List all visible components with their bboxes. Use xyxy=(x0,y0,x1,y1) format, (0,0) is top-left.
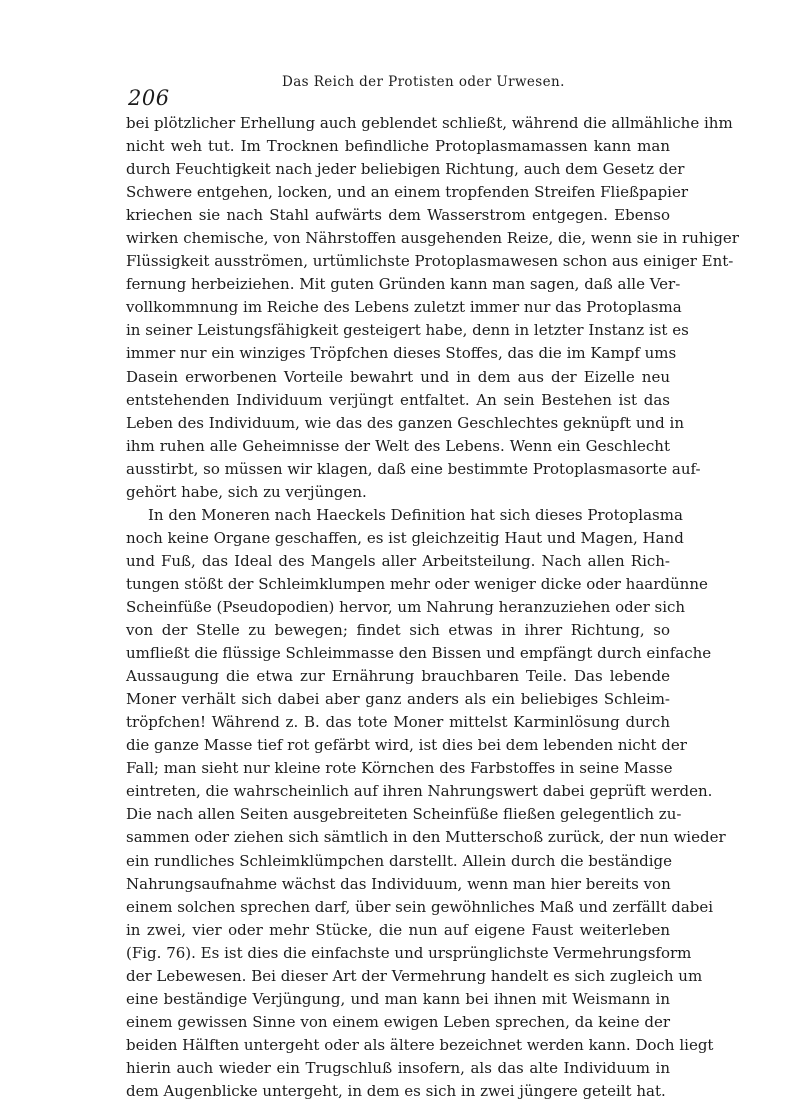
text-line: In den Moneren nach Haeckels Definition hat sich dieses Protoplasma xyxy=(148,505,683,524)
body-text xyxy=(126,112,739,1103)
text-line: ausstirbt, so müssen wir klagen, daß eine bestimmte Protoplasmasorte auf- xyxy=(126,459,701,478)
text-line: noch keine Organe geschaffen, es ist gleichzeitig Haut und Magen, Hand xyxy=(126,528,684,547)
text-line: vollkommnung im Reiche des Lebens zuletzt immer nur das Protoplasma xyxy=(126,298,682,317)
text-line: von der Stelle zu bewegen; findet sich etwas in ihrer Richtung, so xyxy=(126,621,670,640)
text-line: entstehenden Individuum verjüngt entfaltet. An sein Bestehen ist das xyxy=(126,390,670,409)
text-line: ein rundliches Schleimklümpchen darstellt. Allein durch die beständige xyxy=(126,851,672,870)
text-line: dem Augenblicke untergeht, in dem es sich in zwei jüngere geteilt hat. xyxy=(126,1081,666,1100)
paragraph xyxy=(126,112,739,504)
text-line: Dasein erworbenen Vorteile bewahrt und in dem aus der Eizelle neu xyxy=(126,367,670,386)
text-line: eine beständige Verjüngung, und man kann bei ihnen mit Weismann in xyxy=(126,989,670,1008)
text-line: sammen oder ziehen sich sämtlich in den Mutterschoß zurück, der nun wieder xyxy=(126,828,726,847)
text-line: Fall; man sieht nur kleine rote Körnchen des Farbstoffes in seine Masse xyxy=(126,759,673,778)
text-line: Leben des Individuum, wie das des ganzen Geschlechtes geknüpft und in xyxy=(126,413,684,432)
text-line: durch Feuchtigkeit nach jeder beliebigen Richtung, auch dem Gesetz der xyxy=(126,160,685,179)
page-number: 206 xyxy=(128,86,170,110)
text-line: die ganze Masse tief rot gefärbt wird, ist dies bei dem lebenden nicht der xyxy=(126,736,687,755)
text-line: bei plötzlicher Erhellung auch geblendet schließt, während die allmähliche ihm xyxy=(126,114,733,132)
text-line: Schwere entgehen, locken, und an einem tropfenden Streifen Fließpapier xyxy=(126,183,689,202)
text-line: fernung herbeiziehen. Mit guten Gründen kann man sagen, daß alle Ver- xyxy=(126,275,681,294)
text-line: Scheinfüße (Pseudopodien) hervor, um Nahrung heranzuziehen oder sich xyxy=(126,597,686,616)
text-line: kriechen sie nach Stahl aufwärts dem Wasserstrom entgegen. Ebenso xyxy=(126,206,670,225)
text-line: immer nur ein winziges Tröpfchen dieses Stoffes, das die im Kampf ums xyxy=(126,344,677,363)
text-line: tungen stößt der Schleimklumpen mehr oder weniger dicke oder haardünne xyxy=(126,574,708,593)
text-line: (Fig. 76). Es ist dies die einfachste und ursprünglichste Vermehrungsform xyxy=(126,943,692,962)
text-line: eintreten, die wahrscheinlich auf ihren Nahrungswert dabei geprüft werden. xyxy=(126,782,713,801)
text-line: Die nach allen Seiten ausgebreiteten Scheinfüße fließen gelegentlich zu- xyxy=(126,805,682,824)
text-line: Flüssigkeit ausströmen, urtümlichste Protoplasmawesen schon aus einiger Ent- xyxy=(126,252,734,271)
text-line: Moner verhält sich dabei aber ganz anders als ein beliebiges Schleim- xyxy=(126,690,670,709)
text-line: ihm ruhen alle Geheimnisse der Welt des Lebens. Wenn ein Geschlecht xyxy=(126,436,670,455)
text-line: Aussaugung die etwa zur Ernährung brauchbaren Teile. Das lebende xyxy=(126,667,670,686)
text-line: wirken chemische, von Nährstoffen ausgehenden Reize, die, wenn sie in ruhiger xyxy=(126,229,739,248)
running-title: Das Reich der Protisten oder Urwesen. xyxy=(282,74,565,90)
text-line: beiden Hälften untergeht oder als ältere bezeichnet werden kann. Doch liegt xyxy=(126,1035,714,1054)
text-line: und Fuß, das Ideal des Mangels aller Arbeitsteilung. Nach allen Rich- xyxy=(126,551,670,570)
text-line: einem solchen sprechen darf, über sein gewöhnliches Maß und zerfällt dabei xyxy=(126,897,714,916)
paragraph xyxy=(126,504,726,1103)
text-line: der Lebewesen. Bei dieser Art der Vermehrung handelt es sich zugleich um xyxy=(126,966,703,985)
text-line: gehört habe, sich zu verjüngen. xyxy=(126,482,367,501)
text-line: in seiner Leistungsfähigkeit gesteigert habe, denn in letzter Instanz ist es xyxy=(126,321,689,340)
text-line: Nahrungsaufnahme wächst das Individuum, wenn man hier bereits von xyxy=(126,874,671,893)
text-line: umfließt die flüssige Schleimmasse den Bissen und empfängt durch einfache xyxy=(126,644,712,663)
text-line: hierin auch wieder ein Trugschluß insofern, als das alte Individuum in xyxy=(126,1058,670,1077)
text-line: in zwei, vier oder mehr Stücke, die nun auf eigene Faust weiterleben xyxy=(126,920,670,939)
text-line: nicht weh tut. Im Trocknen befindliche Protoplasmamassen kann man xyxy=(126,137,670,156)
text-line: einem gewissen Sinne von einem ewigen Leben sprechen, da keine der xyxy=(126,1012,670,1031)
text-line: tröpfchen! Während z. B. das tote Moner mittelst Karminlösung durch xyxy=(126,713,670,732)
